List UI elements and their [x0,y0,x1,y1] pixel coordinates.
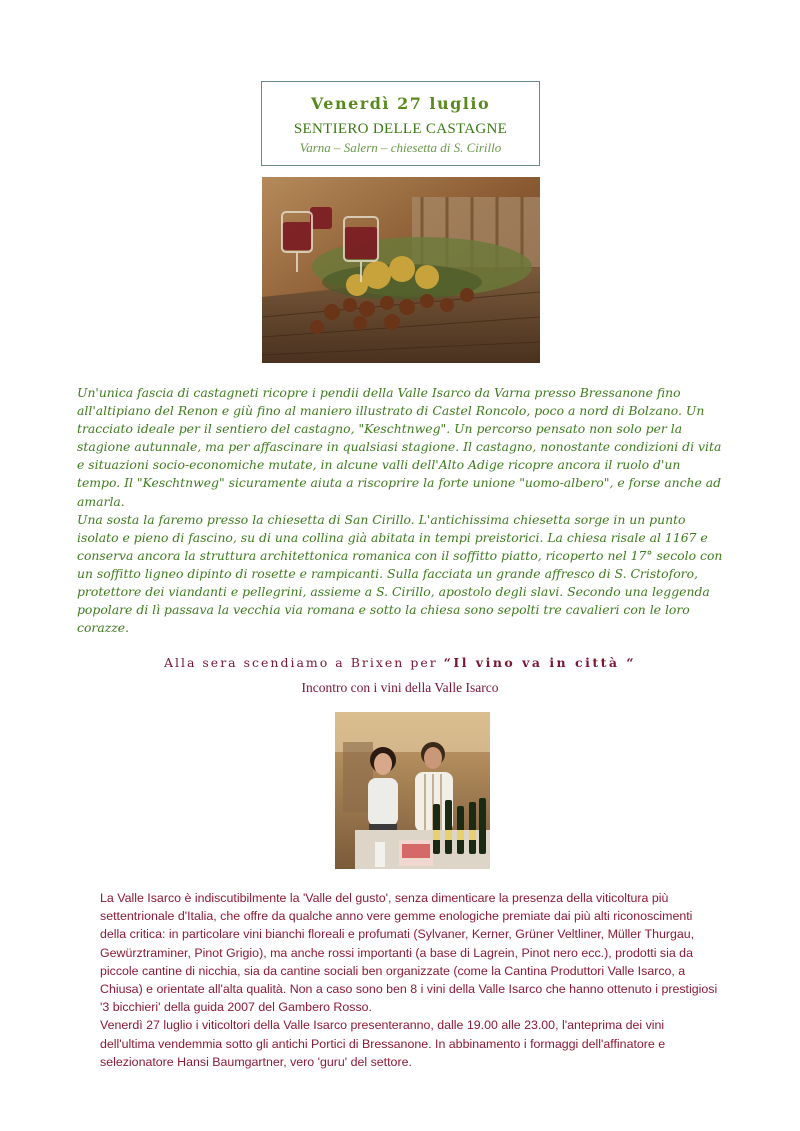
wine-paragraph-1: La Valle Isarco è indiscutibilmente la 'Valle del gusto', senza dimenticare la presenza della viticoltura più settentrionale d'Italia, che offre da qualche anno vere gemme enologiche premiate dai più alti riconoscimenti della critica: in particolare vini bianchi floreali e profumati (Sylvaner, Kerner, Grüner Veltliner, Müller Thurgau, Gewürztraminer, Pinot Grigio), ma anche rossi importanti (a base di Lagrein, Pinot nero ecc.), prodotti sia da piccole cantine di nicchia, sia da cantine sociali ben organizzate (come la Cantina Produttori Valle Isarco, a Chiusa) e orientate all'alta qualità. Non a caso sono ben 8 i vini della Valle Isarco che hanno ottenuto i prestigiosi '3 bicchieri' della guida 2007 del Gambero Rosso. [100,891,718,1015]
intro-paragraph-1: Un'unica fascia di castagneti ricopre i pendii della Valle Isarco da Varna presso Bressanone fino all'altipiano del Renon e giù fino al maniero illustrato di Castel Roncolo, poco a nord di Bolzano. Un tracciato ideale per il sentiero del castagno, "Keschtnweg". Un percorso pensato non solo per la stagione autunnale, ma per affascinare in qualsiasi stagione. Il castagno, nonostante condizioni di vita e situazioni socio-economiche mutate, in alcune valli dell'Alto Adige ricopre ancora il ruolo d'un tempo. Il "Keschtnweg" sicuramente aiuta a riscoprire la forte unione "uomo-albero", e forse anche ad amarla. [77,385,722,509]
event-name: “Il vino va in città “ [443,655,637,670]
route-subtitle: Varna – Salern – chiesetta di S. Cirillo [299,140,502,155]
event-date: Venerdì 27 luglio [310,94,491,113]
chestnuts-wine-photo [262,177,540,363]
evening-subtitle: Incontro con i vini della Valle Isarco [301,680,499,695]
wine-description [100,889,720,1071]
evening-lead: Alla sera scendiamo a Brixen per [163,655,444,670]
title-box [261,81,540,166]
sentiero-description [77,384,727,637]
wine-paragraph-2: Venerdì 27 luglio i viticoltori della Valle Isarco presenteranno, dalle 19.00 alle 23.00, l'anteprima dei vini dell'ultima vendemmia sotto gli antichi Portici di Bressanone. In abbinamento i formaggi dell'affinatore e selezionatore Hansi Baumgartner, vero 'guru' del settore. [100,1018,666,1069]
winemakers-photo [335,712,490,869]
evening-heading [0,655,800,670]
page-title: SENTIERO DELLE CASTAGNE [293,121,508,137]
intro-paragraph-2: Una sosta la faremo presso la chiesetta di San Cirillo. L'antichissima chiesetta sorge in un punto isolato e pieno di fascino, su di una collina già abitata in tempi preistorici. La chiesa risale al 1167 e conserva ancora la struttura architettonica romanica con il soffitto piatto, ricoperto nel 17° secolo con un soffitto ligneo dipinto di rosette e rampicanti. Sulla facciata un grande affresco di S. Cristoforo, protettore dei viandanti e pellegrini, assieme a S. Cirillo, apostolo degli slavi. Secondo una leggenda popolare di lì passava la vecchia via romana e sotto la chiesa sono sepolti tre cavalieri con le loro corazze. [77,511,723,636]
